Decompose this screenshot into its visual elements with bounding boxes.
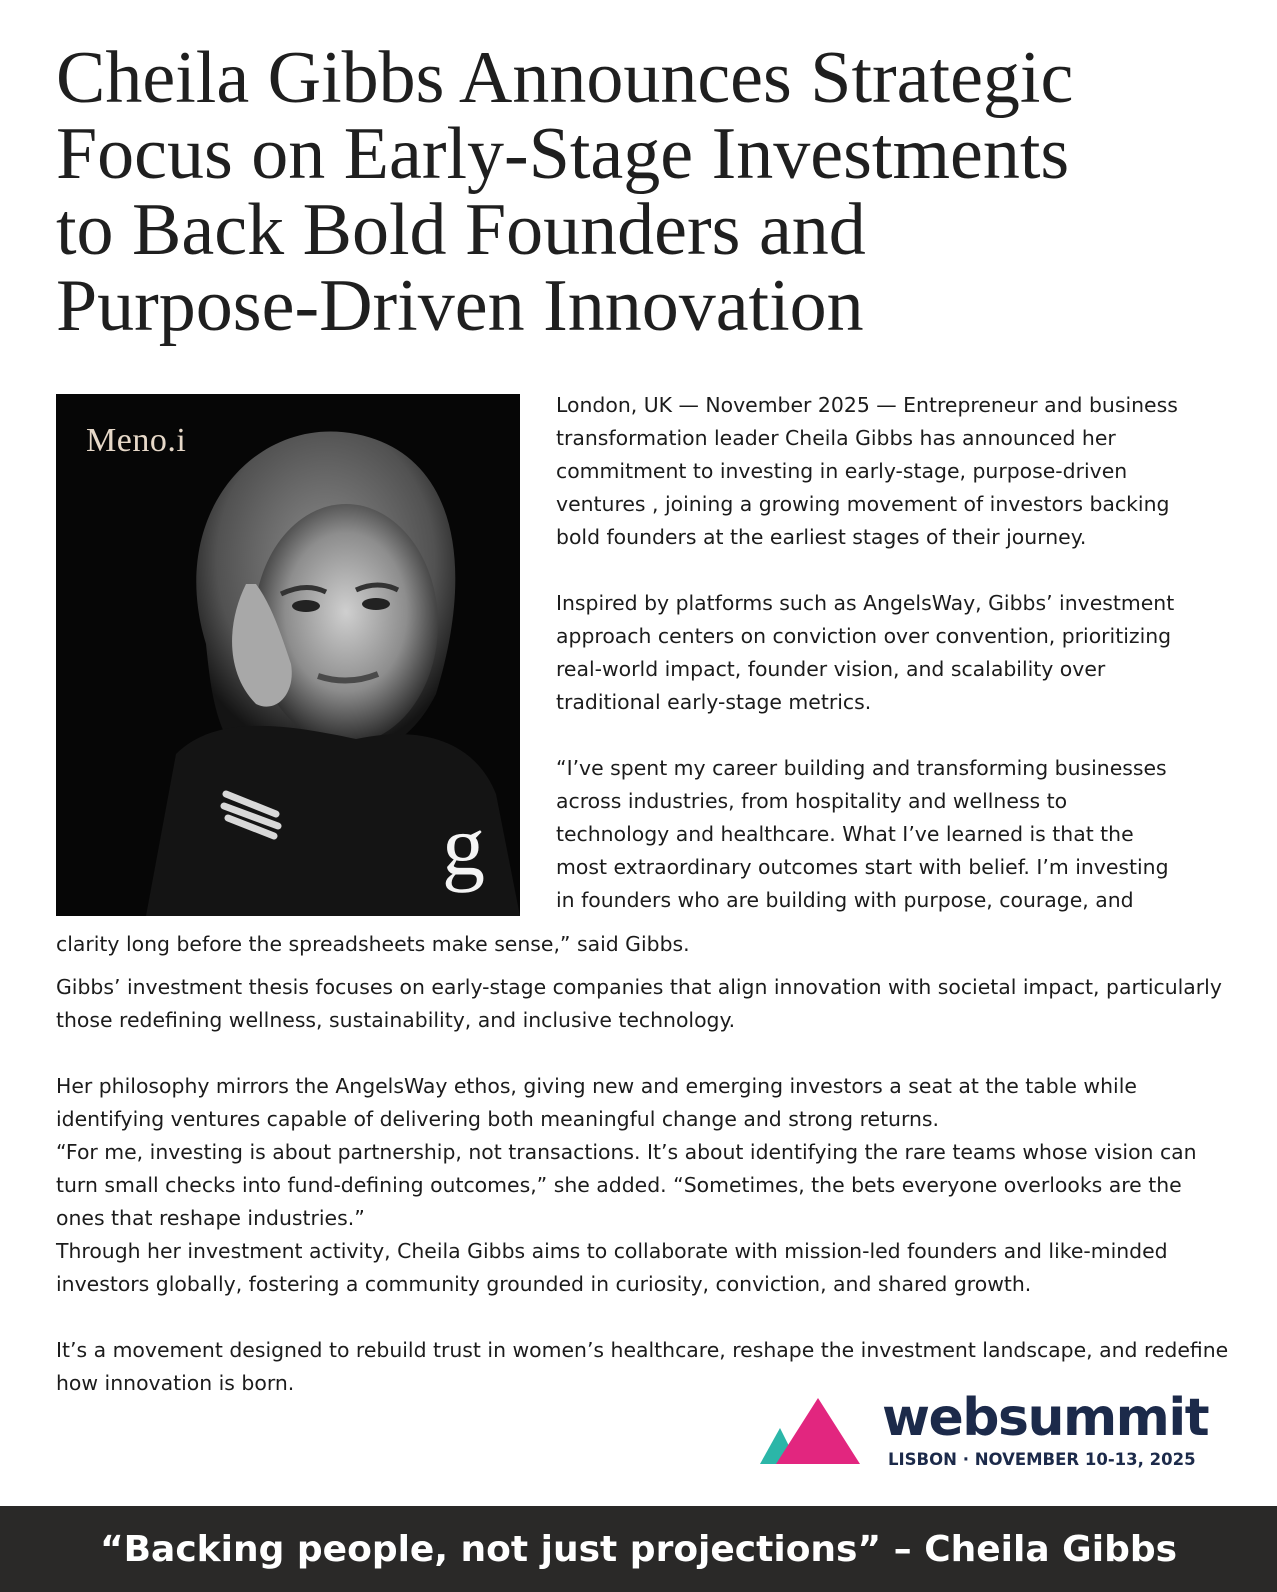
text-line: Inspired by platforms such as AngelsWay, Gibbs’ investment: [556, 591, 1175, 615]
article-body: [56, 928, 1236, 1400]
footer-quote: “Backing people, not just projections” – Cheila Gibbs: [99, 1528, 1178, 1570]
text-line: London, UK — November 2025 — Entrepreneur and business: [556, 393, 1178, 417]
quote-paragraph: [556, 752, 1226, 917]
headline-line: Purpose-Driven Innovation: [56, 265, 864, 347]
text-line: transformation leader Cheila Gibbs has announced her: [556, 426, 1116, 450]
websummit-wordmark: websummit: [882, 1388, 1209, 1448]
headline-line: Focus on Early-Stage Investments: [56, 113, 1070, 195]
article-intro-column: [556, 389, 1226, 917]
intro-paragraph: [556, 389, 1226, 554]
headline-line: to Back Bold Founders and: [56, 189, 866, 271]
partnership-quote-paragraph: “For me, investing is about partnership, not transactions. It’s about identifying the rare teams whose vision can turn small checks into fund-defining outcomes,” she added. “Sometimes, the bets everyone overlooks are the ones that reshape industries.”: [56, 1140, 1197, 1230]
text-line: bold founders at the earliest stages of their journey.: [556, 525, 1087, 549]
text-line: commitment to investing in early-stage, purpose-driven: [556, 459, 1128, 483]
g-monogram-mark: g: [442, 797, 485, 893]
websummit-logo: [760, 1388, 1209, 1474]
text-line: real-world impact, founder vision, and scalability over: [556, 657, 1106, 681]
text-line: across industries, from hospitality and wellness to: [556, 789, 1068, 813]
footer-banner: [0, 1506, 1277, 1592]
headline: [56, 37, 1226, 347]
text-line: in founders who are building with purpose, courage, and: [556, 888, 1134, 912]
text-line: ventures , joining a growing movement of investors backing: [556, 492, 1170, 516]
meno-brand-text: Meno.i: [86, 422, 187, 459]
websummit-subtitle: LISBON · NOVEMBER 10-13, 2025: [888, 1450, 1196, 1469]
text-line: traditional early-stage metrics.: [556, 690, 872, 714]
text-line: approach centers on conviction over convention, prioritizing: [556, 624, 1172, 648]
activity-paragraph: Through her investment activity, Cheila Gibbs aims to collaborate with mission-led founders and like-minded investors globally, fostering a community grounded in curiosity, conviction, and shared growth.: [56, 1239, 1168, 1296]
text-line: most extraordinary outcomes start with belief. I’m investing: [556, 855, 1169, 879]
quote-continuation: clarity long before the spreadsheets make sense,” said Gibbs.: [56, 932, 690, 956]
text-line: “I’ve spent my career building and transforming businesses: [556, 756, 1167, 780]
text-line: technology and healthcare. What I’ve learned is that the: [556, 822, 1134, 846]
approach-paragraph: [556, 587, 1226, 719]
philosophy-paragraph: Her philosophy mirrors the AngelsWay ethos, giving new and emerging investors a seat at the table while identifying ventures capable of delivering both meaningful change and strong returns.: [56, 1074, 1137, 1131]
movement-paragraph: It’s a movement designed to rebuild trust in women’s healthcare, reshape the investment landscape, and redefine how innovation is born.: [56, 1338, 1229, 1395]
thesis-paragraph: Gibbs’ investment thesis focuses on early-stage companies that align innovation with societal impact, particularly those redefining wellness, sustainability, and inclusive technology.: [56, 975, 1222, 1032]
websummit-triangles-icon: [760, 1398, 870, 1468]
portrait-photo: [56, 394, 520, 916]
headline-line: Cheila Gibbs Announces Strategic: [56, 37, 1074, 119]
